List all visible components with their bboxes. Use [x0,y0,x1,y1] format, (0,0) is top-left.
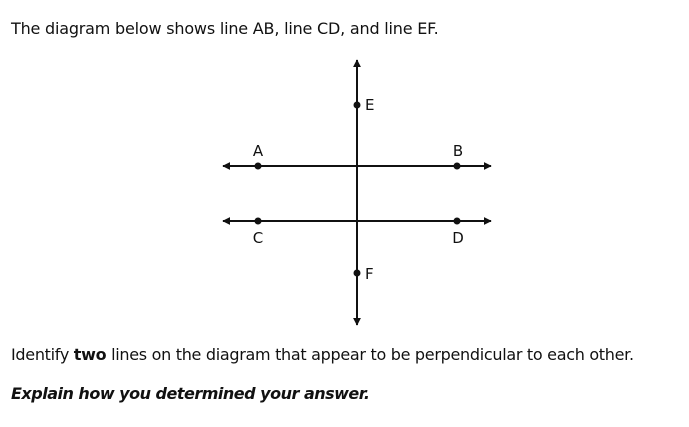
intro-text: The diagram below shows line AB, line CD, and line EF. [11,19,439,38]
point-b [454,163,461,170]
point-f [354,270,361,277]
question-suffix: lines on the diagram that appear to be perpendicular to each other. [106,345,634,364]
question-text [11,345,634,364]
point-d [454,218,461,225]
label-a: A [252,142,264,160]
question-emphasis: two [73,345,107,364]
point-e [354,102,361,109]
instruction-text: Explain how you determined your answer. [11,384,370,403]
question-prefix: Identify [11,345,74,364]
label-f: F [365,265,374,283]
point-a [255,163,262,170]
point-c [255,218,262,225]
label-c: C [252,229,264,247]
label-b: B [452,142,464,160]
label-d: D [452,229,464,247]
label-e: E [365,96,375,114]
